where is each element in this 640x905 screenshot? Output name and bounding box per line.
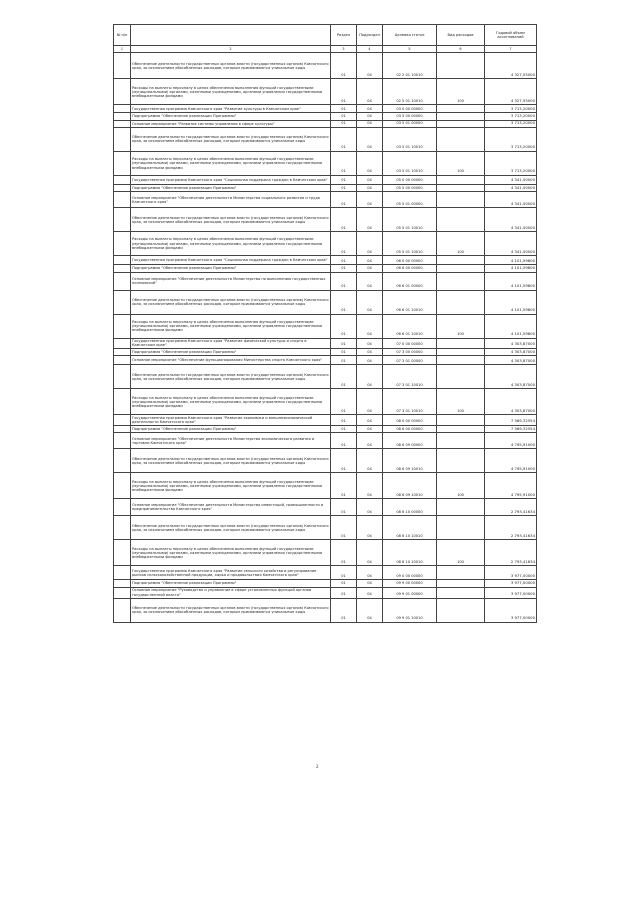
- row-number: [114, 433, 131, 449]
- row-annual-sum: 2 793,41634: [485, 516, 537, 540]
- row-target-article: 08 6 09 10010: [383, 473, 437, 499]
- row-expense-type: [437, 208, 485, 232]
- row-expense-type: 100: [437, 540, 485, 566]
- row-razdel: 01: [331, 566, 357, 580]
- row-target-article: 09 9 01 00000: [383, 587, 437, 598]
- row-number: [114, 113, 131, 120]
- row-annual-sum: 3 713,20000: [485, 120, 537, 127]
- header-target-article: Целевая статья: [383, 25, 437, 46]
- row-annual-sum: 4 795,91000: [485, 473, 537, 499]
- row-target-article: 07 0 00 00000: [383, 338, 437, 349]
- row-expense-type: [437, 256, 485, 265]
- row-target-article: 09 9 01 10010: [383, 598, 437, 622]
- row-description: Обеспечение деятельности государственных органов власти (государственных органов) Камчатского края, за исключением обособленных расходов, которым присваиваются уникальные коды: [131, 208, 331, 232]
- row-description: Обеспечение деятельности государственных органов власти (государственных органов) Камчатского края, за исключением обособленных расходов, которым присваиваются уникальные коды: [131, 127, 331, 151]
- row-razdel: 01: [331, 426, 357, 433]
- row-annual-sum: 4 101,59800: [485, 256, 537, 265]
- row-podrazdel: 04: [357, 338, 383, 349]
- row-description: Государственная программа Камчатского края "Развитие культуры в Камчатском крае": [131, 105, 331, 113]
- row-podrazdel: 04: [357, 120, 383, 127]
- row-razdel: 01: [331, 151, 357, 175]
- row-number: [114, 587, 131, 598]
- row-target-article: 05 0 00 00000: [383, 175, 437, 184]
- row-number: [114, 598, 131, 622]
- row-description: Государственная программа Камчатского края "Развитие сельского хозяйства и регулирование рынков сельскохозяйственной продукции, сырья и продовольствия Камчатского края": [131, 566, 331, 580]
- row-podrazdel: 04: [357, 580, 383, 587]
- column-number-row: [114, 46, 537, 53]
- row-podrazdel: 04: [357, 356, 383, 365]
- row-description: Обеспечение деятельности государственных органов власти (государственных органов) Камчатского края, за исключением обособленных расходов, которым присваиваются уникальные коды: [131, 53, 331, 79]
- row-annual-sum: 3 977,00000: [485, 587, 537, 598]
- row-annual-sum: 4 327,55000: [485, 53, 537, 79]
- row-description: Основное мероприятие "Развитие системы управления в сфере культуры": [131, 120, 331, 127]
- row-annual-sum: 4 341,50000: [485, 192, 537, 208]
- row-expense-type: [437, 105, 485, 113]
- row-podrazdel: 04: [357, 232, 383, 256]
- row-annual-sum: 4 101,59800: [485, 265, 537, 272]
- row-number: [114, 151, 131, 175]
- row-description: Обеспечение деятельности государственных органов власти (государственных органов) Камчатского края, за исключением обособленных расходов, которым присваиваются уникальные коды: [131, 290, 331, 314]
- row-target-article: 06 6 00 00000: [383, 265, 437, 272]
- row-number: [114, 272, 131, 290]
- row-target-article: 03 5 01 10010: [383, 127, 437, 151]
- row-expense-type: [437, 426, 485, 433]
- row-razdel: 01: [331, 208, 357, 232]
- row-target-article: 03 5 00 00000: [383, 113, 437, 120]
- budget-table: [113, 24, 537, 623]
- row-annual-sum: 4 101,59800: [485, 272, 537, 290]
- row-expense-type: 100: [437, 79, 485, 105]
- row-podrazdel: 04: [357, 449, 383, 473]
- row-razdel: 01: [331, 415, 357, 426]
- table-row: [114, 120, 537, 127]
- table-row: [114, 587, 537, 598]
- row-number: [114, 349, 131, 356]
- row-target-article: 06 6 01 00000: [383, 272, 437, 290]
- row-annual-sum: 3 977,00000: [485, 598, 537, 622]
- table-row: [114, 449, 537, 473]
- row-expense-type: 100: [437, 314, 485, 338]
- row-razdel: 01: [331, 587, 357, 598]
- row-razdel: 01: [331, 127, 357, 151]
- row-razdel: 01: [331, 314, 357, 338]
- row-annual-sum: 3 713,20000: [485, 105, 537, 113]
- table-row: [114, 426, 537, 433]
- table-row: [114, 389, 537, 415]
- row-podrazdel: 04: [357, 79, 383, 105]
- row-number: [114, 79, 131, 105]
- row-expense-type: [437, 449, 485, 473]
- table-row: [114, 265, 537, 272]
- row-razdel: 01: [331, 105, 357, 113]
- row-description: Расходы на выплаты персоналу в целях обеспечения выполнения функций государственными (муниципальными) органами, казенными учреждениями, органами управления государственными внебюджетными фондами: [131, 151, 331, 175]
- row-number: [114, 389, 131, 415]
- table-row: [114, 184, 537, 191]
- row-description: Обеспечение деятельности государственных органов власти (государственных органов) Камчатского края, за исключением обособленных расходов, которым присваиваются уникальные коды: [131, 516, 331, 540]
- row-podrazdel: 04: [357, 426, 383, 433]
- row-target-article: 07 3 01 10010: [383, 389, 437, 415]
- row-target-article: 05 5 01 10010: [383, 232, 437, 256]
- row-description: Расходы на выплаты персоналу в целях обеспечения выполнения функций государственными (муниципальными) органами, казенными учреждениями, органами управления государственными внебюджетными фондами: [131, 540, 331, 566]
- table-row: [114, 415, 537, 426]
- row-expense-type: [437, 265, 485, 272]
- table-row: [114, 580, 537, 587]
- row-podrazdel: 04: [357, 499, 383, 516]
- budget-table-sheet: [113, 24, 536, 623]
- table-row: [114, 175, 537, 184]
- row-podrazdel: 04: [357, 389, 383, 415]
- row-description: Основное мероприятие "Обеспечение деятельности Министерства социального развития и труда Камчатского края": [131, 192, 331, 208]
- row-expense-type: 100: [437, 473, 485, 499]
- row-podrazdel: 04: [357, 473, 383, 499]
- row-razdel: 01: [331, 349, 357, 356]
- row-podrazdel: 04: [357, 113, 383, 120]
- row-description: Подпрограмма "Обеспечение реализации Программы": [131, 349, 331, 356]
- row-annual-sum: 4 795,91000: [485, 449, 537, 473]
- row-annual-sum: 4 303,87000: [485, 338, 537, 349]
- row-podrazdel: 04: [357, 314, 383, 338]
- row-razdel: 01: [331, 53, 357, 79]
- row-number: [114, 499, 131, 516]
- row-description: Государственная программа Камчатского края "Социальная поддержка граждан в Камчатском крае": [131, 175, 331, 184]
- row-number: [114, 566, 131, 580]
- row-number: [114, 127, 131, 151]
- row-number: [114, 365, 131, 389]
- table-row: [114, 433, 537, 449]
- row-number: [114, 265, 131, 272]
- row-number: [114, 540, 131, 566]
- table-body: [114, 53, 537, 622]
- row-podrazdel: 04: [357, 587, 383, 598]
- row-number: [114, 192, 131, 208]
- row-razdel: 01: [331, 184, 357, 191]
- row-annual-sum: 4 303,87000: [485, 349, 537, 356]
- row-expense-type: 100: [437, 151, 485, 175]
- row-annual-sum: 4 341,50000: [485, 232, 537, 256]
- row-number: [114, 290, 131, 314]
- column-number: 4: [357, 46, 383, 53]
- row-annual-sum: 7 589,32554: [485, 415, 537, 426]
- row-target-article: 03 5 01 00000: [383, 120, 437, 127]
- header-name: [131, 25, 331, 46]
- row-razdel: 01: [331, 473, 357, 499]
- row-podrazdel: 04: [357, 272, 383, 290]
- row-podrazdel: 04: [357, 175, 383, 184]
- row-razdel: 01: [331, 580, 357, 587]
- column-number: 7: [485, 46, 537, 53]
- row-target-article: 08 6 10 00000: [383, 499, 437, 516]
- row-expense-type: 100: [437, 232, 485, 256]
- row-description: Подпрограмма "Обеспечение реализации Программы": [131, 113, 331, 120]
- row-razdel: 01: [331, 256, 357, 265]
- row-expense-type: [437, 120, 485, 127]
- table-row: [114, 79, 537, 105]
- row-target-article: 07 3 01 00000: [383, 356, 437, 365]
- row-number: [114, 580, 131, 587]
- table-row: [114, 208, 537, 232]
- row-description: Государственная программа Камчатского края "Развитие физической культуры и спорта в Камчатском крае": [131, 338, 331, 349]
- row-podrazdel: 04: [357, 516, 383, 540]
- row-expense-type: [437, 598, 485, 622]
- row-target-article: 06 6 01 10010: [383, 314, 437, 338]
- table-row: [114, 499, 537, 516]
- row-description: Основное мероприятие "Обеспечение деятельности Министерства экономического развития и торговли Камчатского края": [131, 433, 331, 449]
- row-razdel: 01: [331, 192, 357, 208]
- row-annual-sum: 3 713,20000: [485, 151, 537, 175]
- row-expense-type: [437, 516, 485, 540]
- row-description: Расходы на выплаты персоналу в целях обеспечения выполнения функций государственными (муниципальными) органами, казенными учреждениями, органами управления государственными внебюджетными фондами: [131, 232, 331, 256]
- column-number: 3: [331, 46, 357, 53]
- row-number: [114, 473, 131, 499]
- row-target-article: 02 5 01 10010: [383, 79, 437, 105]
- row-annual-sum: 3 977,00000: [485, 566, 537, 580]
- row-expense-type: [437, 272, 485, 290]
- table-row: [114, 290, 537, 314]
- row-razdel: 01: [331, 499, 357, 516]
- table-row: [114, 192, 537, 208]
- row-target-article: 08 6 09 10010: [383, 449, 437, 473]
- table-row: [114, 365, 537, 389]
- row-annual-sum: 3 713,20000: [485, 127, 537, 151]
- row-expense-type: [437, 499, 485, 516]
- row-number: [114, 105, 131, 113]
- row-target-article: 07 3 01 10010: [383, 365, 437, 389]
- table-row: [114, 540, 537, 566]
- table-row: [114, 356, 537, 365]
- row-number: [114, 338, 131, 349]
- row-number: [114, 256, 131, 265]
- row-target-article: 07 3 00 00000: [383, 349, 437, 356]
- row-podrazdel: 04: [357, 290, 383, 314]
- row-target-article: 08 0 00 00000: [383, 415, 437, 426]
- table-row: [114, 53, 537, 79]
- row-razdel: 01: [331, 120, 357, 127]
- row-number: [114, 175, 131, 184]
- row-annual-sum: 4 341,50000: [485, 208, 537, 232]
- table-row: [114, 516, 537, 540]
- row-razdel: 01: [331, 433, 357, 449]
- row-podrazdel: 04: [357, 127, 383, 151]
- row-expense-type: [437, 566, 485, 580]
- row-expense-type: [437, 587, 485, 598]
- row-podrazdel: 04: [357, 349, 383, 356]
- row-expense-type: [437, 53, 485, 79]
- row-expense-type: [437, 356, 485, 365]
- row-razdel: 01: [331, 232, 357, 256]
- column-number: 5: [383, 46, 437, 53]
- row-description: Расходы на выплаты персоналу в целях обеспечения выполнения функций государственными (муниципальными) органами, казенными учреждениями, органами управления государственными внебюджетными фондами: [131, 314, 331, 338]
- row-expense-type: [437, 127, 485, 151]
- table-row: [114, 566, 537, 580]
- header-expense-type: Вид расходов: [437, 25, 485, 46]
- row-annual-sum: 4 303,87000: [485, 365, 537, 389]
- row-description: Подпрограмма "Обеспечение реализации Программы": [131, 426, 331, 433]
- row-description: Государственная программа Камчатского края "Социальная поддержка граждан в Камчатском крае": [131, 256, 331, 265]
- table-row: [114, 127, 537, 151]
- row-podrazdel: 04: [357, 53, 383, 79]
- header-podrazdel: Подраздел: [357, 25, 383, 46]
- row-expense-type: [437, 415, 485, 426]
- row-description: Основное мероприятие "Обеспечение деятельности Министерства инвестиций, промышленности и предпринимательства Камчатского края": [131, 499, 331, 516]
- row-razdel: 01: [331, 79, 357, 105]
- row-expense-type: [437, 349, 485, 356]
- row-target-article: 03 0 00 00000: [383, 105, 437, 113]
- table-header-row: [114, 25, 537, 46]
- row-description: Расходы на выплаты персоналу в целях обеспечения выполнения функций государственными (муниципальными) органами, казенными учреждениями, органами управления государственными внебюджетными фондами: [131, 389, 331, 415]
- row-expense-type: [437, 433, 485, 449]
- row-annual-sum: 2 793,41634: [485, 540, 537, 566]
- row-target-article: 08 6 00 00000: [383, 426, 437, 433]
- row-annual-sum: 4 341,50000: [485, 175, 537, 184]
- row-razdel: 01: [331, 598, 357, 622]
- row-description: Расходы на выплаты персоналу в целях обеспечения выполнения функций государственными (муниципальными) органами, казенными учреждениями, органами управления государственными внебюджетными фондами: [131, 79, 331, 105]
- table-row: [114, 473, 537, 499]
- row-podrazdel: 04: [357, 365, 383, 389]
- row-razdel: 01: [331, 272, 357, 290]
- table-row: [114, 349, 537, 356]
- column-number: 6: [437, 46, 485, 53]
- row-podrazdel: 04: [357, 105, 383, 113]
- row-podrazdel: 04: [357, 265, 383, 272]
- row-podrazdel: 04: [357, 184, 383, 191]
- row-annual-sum: 2 793,41634: [485, 499, 537, 516]
- row-podrazdel: 04: [357, 540, 383, 566]
- row-target-article: 06 0 00 00000: [383, 256, 437, 265]
- column-number: 2: [131, 46, 331, 53]
- row-target-article: 05 5 01 10010: [383, 208, 437, 232]
- row-number: [114, 184, 131, 191]
- row-razdel: 01: [331, 516, 357, 540]
- row-description: Обеспечение деятельности государственных органов власти (государственных органов) Камчатского края, за исключением обособленных расходов, которым присваиваются уникальные коды: [131, 598, 331, 622]
- row-podrazdel: 04: [357, 415, 383, 426]
- row-number: [114, 314, 131, 338]
- row-expense-type: [437, 175, 485, 184]
- row-number: [114, 426, 131, 433]
- table-row: [114, 113, 537, 120]
- row-target-article: 02 2 01 10010: [383, 53, 437, 79]
- row-razdel: 01: [331, 338, 357, 349]
- row-description: Основное мероприятие "Обеспечение деятельности Министерства по выполнению государственных полномочий": [131, 272, 331, 290]
- row-razdel: 01: [331, 449, 357, 473]
- row-expense-type: [437, 192, 485, 208]
- header-annual-sum: Годовой объем ассигнований: [485, 25, 537, 46]
- row-annual-sum: 4 341,50000: [485, 184, 537, 191]
- table-row: [114, 314, 537, 338]
- row-expense-type: [437, 338, 485, 349]
- row-number: [114, 120, 131, 127]
- row-razdel: 01: [331, 356, 357, 365]
- row-number: [114, 53, 131, 79]
- row-number: [114, 449, 131, 473]
- table-row: [114, 151, 537, 175]
- row-target-article: 09 9 00 00000: [383, 580, 437, 587]
- row-annual-sum: 4 327,55000: [485, 79, 537, 105]
- row-description: Государственная программа Камчатского края "Развитие экономики и внешнеэкономической деятельности Камчатского края": [131, 415, 331, 426]
- row-target-article: 08 6 10 10010: [383, 540, 437, 566]
- table-row: [114, 338, 537, 349]
- row-podrazdel: 04: [357, 208, 383, 232]
- row-target-article: 08 6 10 10010: [383, 516, 437, 540]
- row-razdel: 01: [331, 540, 357, 566]
- table-row: [114, 105, 537, 113]
- row-annual-sum: 3 977,00000: [485, 580, 537, 587]
- row-expense-type: [437, 113, 485, 120]
- row-podrazdel: 04: [357, 192, 383, 208]
- page-number: 2: [316, 765, 319, 770]
- row-razdel: 01: [331, 175, 357, 184]
- column-number: 1: [114, 46, 131, 53]
- row-podrazdel: 04: [357, 598, 383, 622]
- row-number: [114, 232, 131, 256]
- row-podrazdel: 04: [357, 256, 383, 265]
- row-annual-sum: 4 795,91000: [485, 433, 537, 449]
- row-razdel: 01: [331, 113, 357, 120]
- row-annual-sum: 4 303,87000: [485, 389, 537, 415]
- row-razdel: 01: [331, 290, 357, 314]
- table-row: [114, 272, 537, 290]
- row-target-article: 08 6 09 00000: [383, 433, 437, 449]
- row-expense-type: [437, 580, 485, 587]
- row-description: Расходы на выплаты персоналу в целях обеспечения выполнения функций государственными (муниципальными) органами, казенными учреждениями, органами управления государственными внебюджетными фондами: [131, 473, 331, 499]
- row-description: Подпрограмма "Обеспечение реализации Программы": [131, 265, 331, 272]
- row-podrazdel: 04: [357, 566, 383, 580]
- row-number: [114, 516, 131, 540]
- row-expense-type: 100: [437, 389, 485, 415]
- row-podrazdel: 04: [357, 151, 383, 175]
- row-target-article: 05 5 01 00000: [383, 192, 437, 208]
- row-expense-type: [437, 365, 485, 389]
- row-target-article: 06 6 01 10010: [383, 290, 437, 314]
- row-target-article: 05 5 00 00000: [383, 184, 437, 191]
- header-razdel: Раздел: [331, 25, 357, 46]
- row-number: [114, 356, 131, 365]
- row-description: Обеспечение деятельности государственных органов власти (государственных органов) Камчатского края, за исключением обособленных расходов, которым присваиваются уникальные коды: [131, 365, 331, 389]
- row-target-article: 03 5 01 10010: [383, 151, 437, 175]
- row-annual-sum: 7 589,32554: [485, 426, 537, 433]
- row-expense-type: [437, 290, 485, 314]
- row-razdel: 01: [331, 365, 357, 389]
- table-row: [114, 232, 537, 256]
- row-annual-sum: 4 101,59800: [485, 314, 537, 338]
- row-razdel: 01: [331, 265, 357, 272]
- row-annual-sum: 4 101,59800: [485, 290, 537, 314]
- row-description: Подпрограмма "Обеспечение реализации Программы": [131, 580, 331, 587]
- row-number: [114, 415, 131, 426]
- table-row: [114, 598, 537, 622]
- row-podrazdel: 04: [357, 433, 383, 449]
- header-num: № п/п: [114, 25, 131, 46]
- row-description: Подпрограмма "Обеспечение реализации Программы": [131, 184, 331, 191]
- row-razdel: 01: [331, 389, 357, 415]
- row-target-article: 09 0 00 00000: [383, 566, 437, 580]
- table-row: [114, 256, 537, 265]
- row-description: Основное мероприятие "Руководство и управление в сфере установленных функций органов государственной власти": [131, 587, 331, 598]
- row-annual-sum: 4 303,87000: [485, 356, 537, 365]
- row-expense-type: [437, 184, 485, 191]
- row-annual-sum: 3 713,20000: [485, 113, 537, 120]
- row-description: Обеспечение деятельности государственных органов власти (государственных органов) Камчатского края, за исключением обособленных расходов, которым присваиваются уникальные коды: [131, 449, 331, 473]
- row-description: Основное мероприятие "Обеспечение функционирования Министерства спорта Камчатского края": [131, 356, 331, 365]
- row-number: [114, 208, 131, 232]
